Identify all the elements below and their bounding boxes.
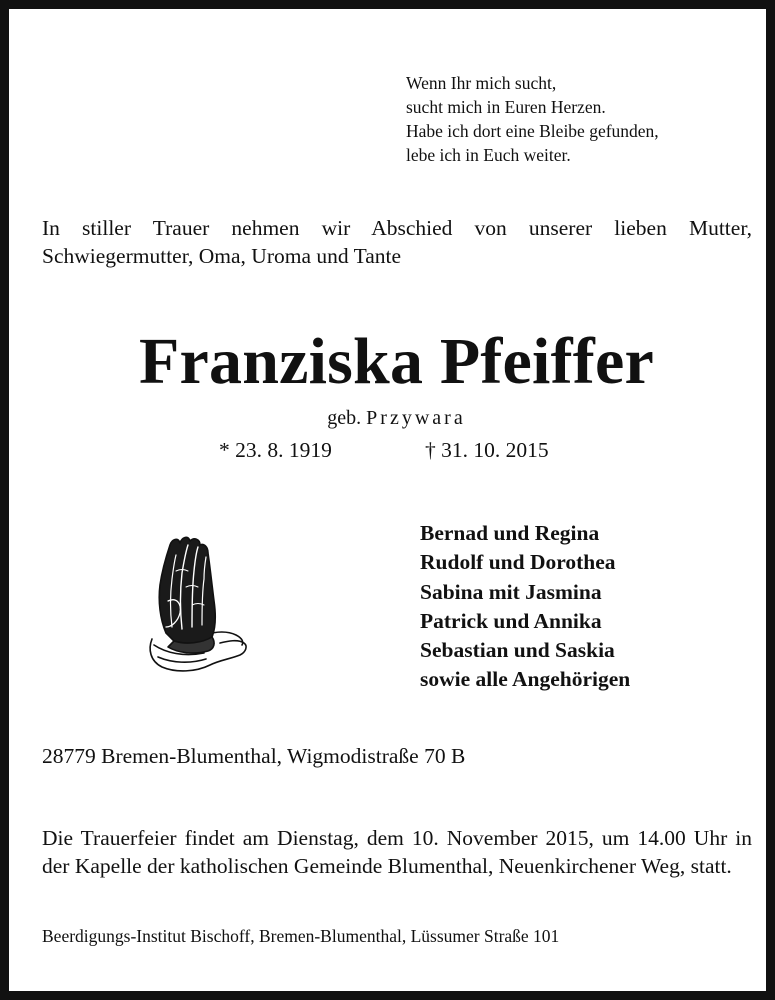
mourners-list [420, 519, 630, 695]
poem-line: lebe ich in Euch weiter. [406, 145, 571, 165]
list-item: Patrick und Annika [420, 608, 602, 633]
list-item: Rudolf und Dorothea [420, 550, 616, 575]
service-notice: Die Trauerfeier findet am Dienstag, dem 10. November 2015, um 14.00 Uhr in der Kapelle der katholischen Gemeinde Blumenthal, Neuenkirchener Weg, statt. [42, 826, 752, 878]
intro-text: In stiller Trauer nehmen wir Abschied von unserer lieben Mutter, Schwiegermutter, Oma, Uroma und Tante [42, 216, 752, 268]
poem-line: Wenn Ihr mich sucht, [406, 73, 557, 93]
maiden-name-line [9, 404, 775, 432]
family-address: 28779 Bremen-Blumenthal, Wigmodistraße 70 B [42, 744, 466, 768]
list-item: sowie alle Angehörigen [420, 667, 631, 692]
poem [406, 71, 659, 167]
list-item: Sebastian und Saskia [420, 638, 615, 663]
list-item: Sabina mit Jasmina [420, 579, 602, 604]
list-item: Bernad und Regina [420, 521, 600, 545]
birth-date: * 23. 8. 1919 [219, 438, 332, 462]
deceased-name: Franziska Pfeiffer [139, 325, 654, 398]
maiden-name: Przywara [366, 407, 466, 429]
praying-hands-icon [146, 531, 250, 677]
maiden-prefix: geb. [327, 407, 362, 429]
poem-line: Habe ich dort eine Bleibe gefunden, [406, 121, 659, 141]
poem-line: sucht mich in Euren Herzen. [406, 97, 606, 117]
funeral-home: Beerdigungs-Institut Bischoff, Bremen-Blumenthal, Lüssumer Straße 101 [42, 926, 560, 946]
life-dates [219, 435, 549, 465]
death-date: † 31. 10. 2015 [425, 438, 549, 462]
